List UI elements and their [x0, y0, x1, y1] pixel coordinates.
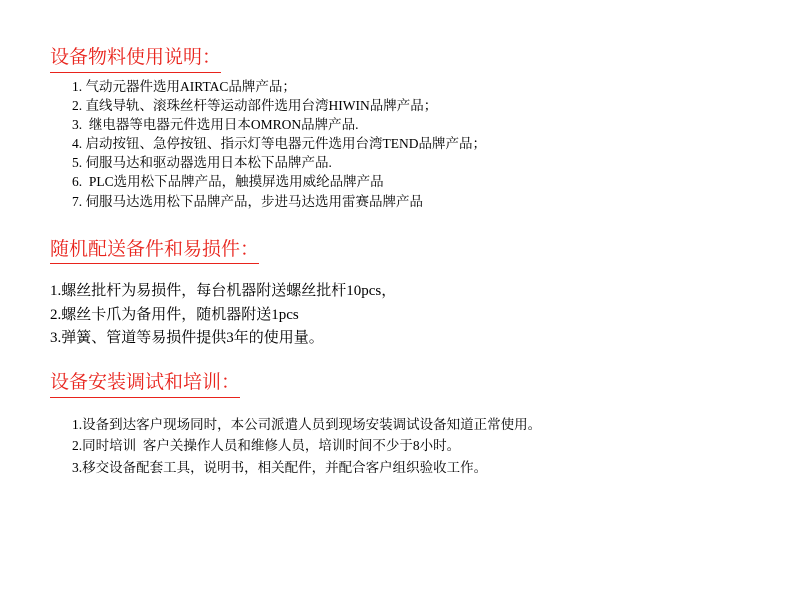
spacer — [50, 211, 750, 237]
list-item: 7. 伺服马达选用松下品牌产品，步进马达选用雷赛品牌产品 — [72, 193, 423, 209]
section-installation — [50, 370, 750, 478]
section-materials-list — [50, 77, 750, 211]
section-spares-heading — [50, 237, 750, 265]
section-installation-list — [50, 414, 750, 479]
list-item: 2.同时培训 客户关操作人员和维修人员，培训时间不少于8小时。 — [72, 438, 461, 454]
list-item: 5. 伺服马达和驱动器选用日本松下品牌产品. — [72, 155, 332, 171]
spacer — [50, 264, 750, 276]
section-spares — [50, 237, 750, 350]
section-spares-title: 随机配送备件和易损件： — [50, 237, 259, 265]
list-item: 6. PLC选用松下品牌产品，触摸屏选用威纶品牌产品 — [72, 174, 384, 190]
section-materials — [50, 45, 750, 211]
list-item: 4. 启动按钮、急停按钮、指示灯等电器元件选用台湾TEND品牌产品； — [72, 136, 486, 152]
section-installation-title: 设备安装调试和培训： — [50, 370, 240, 398]
list-item: 3.移交设备配套工具，说明书，相关配件，并配合客户组织验收工作。 — [72, 459, 488, 475]
list-item: 2. 直线导轨、滚珠丝杆等运动部件选用台湾HIWIN品牌产品； — [72, 97, 438, 113]
section-installation-heading — [50, 370, 750, 398]
spacer — [50, 350, 750, 370]
spacer — [50, 398, 750, 410]
list-item: 2.螺丝卡爪为备用件，随机器附送1pcs — [50, 306, 299, 323]
list-item: 1.螺丝批杆为易损件，每台机器附送螺丝批杆10pcs， — [50, 283, 397, 300]
section-spares-list — [50, 280, 750, 350]
list-item: 1.设备到达客户现场同时，本公司派遣人员到现场安装调试设备知道正常使用。 — [72, 416, 542, 432]
section-materials-title: 设备物料使用说明： — [50, 45, 221, 73]
list-item: 3.弹簧、管道等易损件提供3年的使用量。 — [50, 329, 324, 346]
list-item: 1. 气动元器件选用AIRTAC品牌产品； — [72, 78, 296, 94]
section-materials-heading — [50, 45, 750, 73]
list-item: 3. 继电器等电器元件选用日本OMRON品牌产品. — [72, 116, 359, 132]
